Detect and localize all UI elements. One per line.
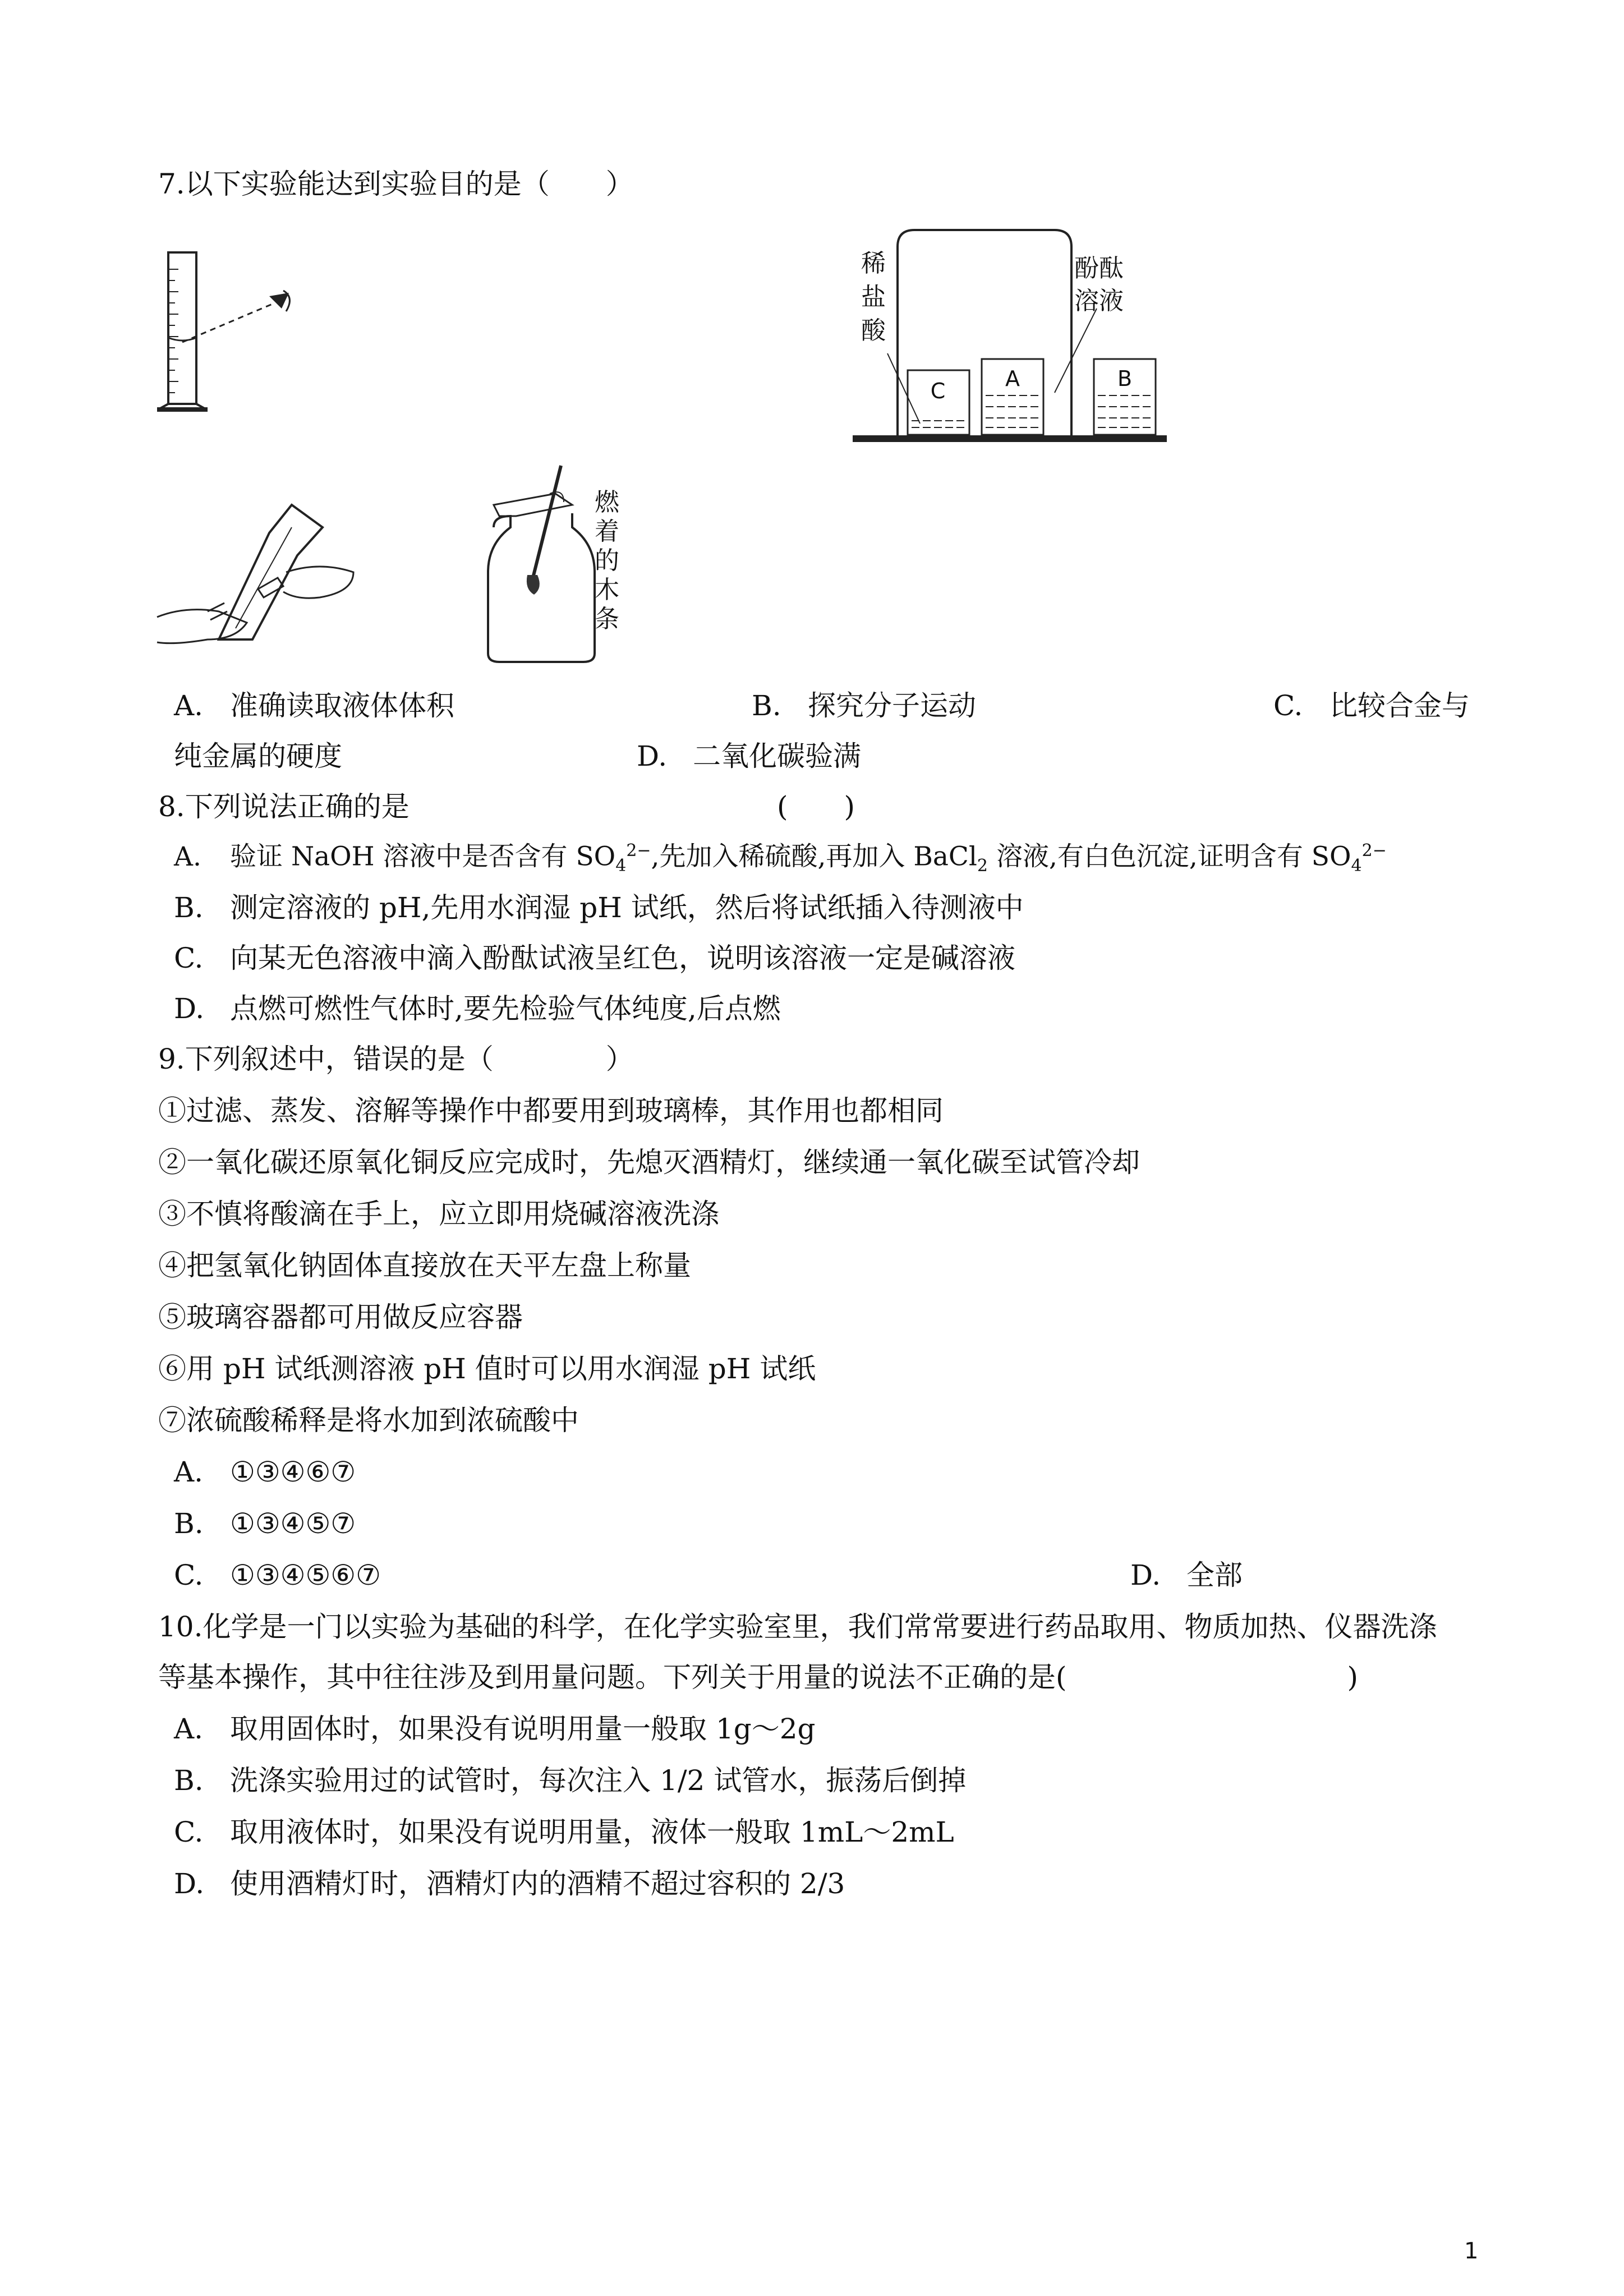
q10-stem-line2: 等基本操作，其中往往涉及到用量问题。下列关于用量的说法不正确的是( ) (158, 1661, 1359, 1694)
q9-stem: 9.下列叙述中，错误的是（ ） (158, 1043, 634, 1075)
option-text: 测定溶液的 pH,先用水润湿 pH 试纸，然后将试纸插入待测液中 (230, 891, 1024, 924)
option-text: 点燃可燃性气体时,要先检验气体纯度,后点燃 (230, 992, 781, 1025)
q9-item-5: ⑤玻璃容器都可用做反应容器 (158, 1301, 523, 1333)
option-letter: A. (174, 841, 201, 872)
q9-item-3: ③不慎将酸滴在手上，应立即用烧碱溶液洗涤 (158, 1198, 719, 1230)
q8-option-c[interactable] (174, 942, 1015, 975)
option-letter: A. (174, 689, 204, 722)
superscript: 2− (626, 841, 651, 861)
q8-option-b[interactable] (174, 892, 1024, 924)
option-letter: C. (1273, 689, 1303, 722)
q8-option-d[interactable] (174, 993, 781, 1025)
option-letter: B. (174, 1507, 204, 1540)
option-letter: D. (1130, 1559, 1161, 1591)
q8-stem: 8.下列说法正确的是 (158, 790, 410, 823)
option-letter: C. (174, 1816, 204, 1848)
option-text: 准确读取液体体积 (230, 689, 454, 722)
option-letter: B. (174, 891, 204, 924)
option-text: ①③④⑥⑦ (230, 1456, 356, 1488)
subscript: 2 (977, 856, 988, 876)
q10-option-c[interactable] (174, 1816, 954, 1849)
q9-item-6: ⑥用 pH 试纸测溶液 pH 值时可以用水润湿 pH 试纸 (158, 1352, 816, 1385)
option-text: 全部 (1186, 1559, 1243, 1591)
molecular-motion-figure (841, 224, 1189, 449)
burning-stick-label: 燃着的木条 (595, 488, 619, 633)
option-text: 验证 NaOH 溶液中是否含有 SO (230, 841, 616, 872)
q7-option-a[interactable] (174, 690, 454, 723)
option-letter: D. (174, 992, 205, 1025)
graduated-cylinder-figure (151, 241, 320, 432)
q10-option-a[interactable] (174, 1713, 816, 1746)
q7-option-c-cont (174, 740, 342, 773)
q10-option-b[interactable] (174, 1765, 966, 1797)
option-text: 溶液,有白色沉淀,证明含有 SO (988, 841, 1351, 872)
option-text: 使用酒精灯时，酒精灯内的酒精不超过容积的 2/3 (230, 1867, 845, 1900)
q8-option-a[interactable] (174, 841, 1387, 876)
beaker-a-label: A (1005, 366, 1020, 391)
option-letter: A. (174, 1456, 204, 1488)
q9-option-d[interactable] (1130, 1559, 1243, 1592)
option-text: 向某无色溶液中滴入酚酞试液呈红色，说明该溶液一定是碱溶液 (230, 942, 1015, 974)
option-letter: C. (174, 942, 204, 974)
subscript: 4 (1351, 856, 1362, 876)
q7-option-c[interactable] (1273, 690, 1470, 723)
q9-item-1: ①过滤、蒸发、溶解等操作中都要用到玻璃棒，其作用也都相同 (158, 1094, 944, 1127)
option-text: 取用液体时，如果没有说明用量，液体一般取 1mL～2mL (230, 1816, 954, 1848)
beaker-c-label: C (930, 379, 946, 403)
q9-item-2: ②一氧化碳还原氧化铜反应完成时，先熄灭酒精灯，继续通一氧化碳至试管冷却 (158, 1146, 1140, 1179)
beaker-b-label: B (1117, 366, 1133, 391)
dilute-hcl-label: 稀盐酸 (861, 249, 886, 345)
q9-item-7: ⑦浓硫酸稀释是将水加到浓硫酸中 (158, 1404, 579, 1437)
option-text: 比较合金与 (1329, 689, 1470, 722)
option-text: 纯金属的硬度 (174, 740, 342, 772)
q9-option-c[interactable] (174, 1559, 381, 1592)
q10-stem-line1: 10.化学是一门以实验为基础的科学，在化学实验室里，我们常常要进行药品取用、物质加热、仪器洗涤 (158, 1611, 1437, 1643)
page-number: 1 (1464, 2238, 1479, 2264)
option-letter: A. (174, 1713, 204, 1745)
q9-item-4: ④把氢氧化钠固体直接放在天平左盘上称量 (158, 1249, 691, 1282)
option-letter: B. (752, 689, 781, 722)
option-letter: D. (174, 1867, 205, 1900)
q10-option-d[interactable] (174, 1868, 845, 1901)
phenolphthalein-label: 酚酞溶液 (1074, 254, 1124, 315)
alloy-hardness-figure (151, 494, 376, 662)
q7-option-b[interactable] (752, 690, 976, 723)
q7-stem: 7.以下实验能达到实验目的是（ ） (158, 168, 634, 200)
option-text: 取用固体时，如果没有说明用量一般取 1g～2g (230, 1713, 816, 1745)
q9-option-b[interactable] (174, 1508, 356, 1540)
option-text: 洗涤实验用过的试管时，每次注入 1/2 试管水，振荡后倒掉 (230, 1764, 967, 1797)
option-text: 二氧化碳验满 (693, 740, 861, 772)
q9-option-a[interactable] (174, 1456, 356, 1489)
q8-answer-paren: ( ) (777, 790, 855, 823)
option-text: ①③④⑤⑥⑦ (230, 1559, 381, 1591)
option-text: 探究分子运动 (808, 689, 976, 722)
q7-option-d[interactable] (637, 740, 861, 773)
option-letter: C. (174, 1559, 204, 1591)
option-letter: D. (637, 740, 668, 772)
option-text: ①③④⑤⑦ (230, 1507, 356, 1540)
superscript: 2− (1361, 841, 1387, 861)
option-text: ,先加入稀硫酸,再加入 BaCl (651, 841, 977, 872)
subscript: 4 (615, 856, 627, 876)
option-letter: B. (174, 1764, 204, 1797)
